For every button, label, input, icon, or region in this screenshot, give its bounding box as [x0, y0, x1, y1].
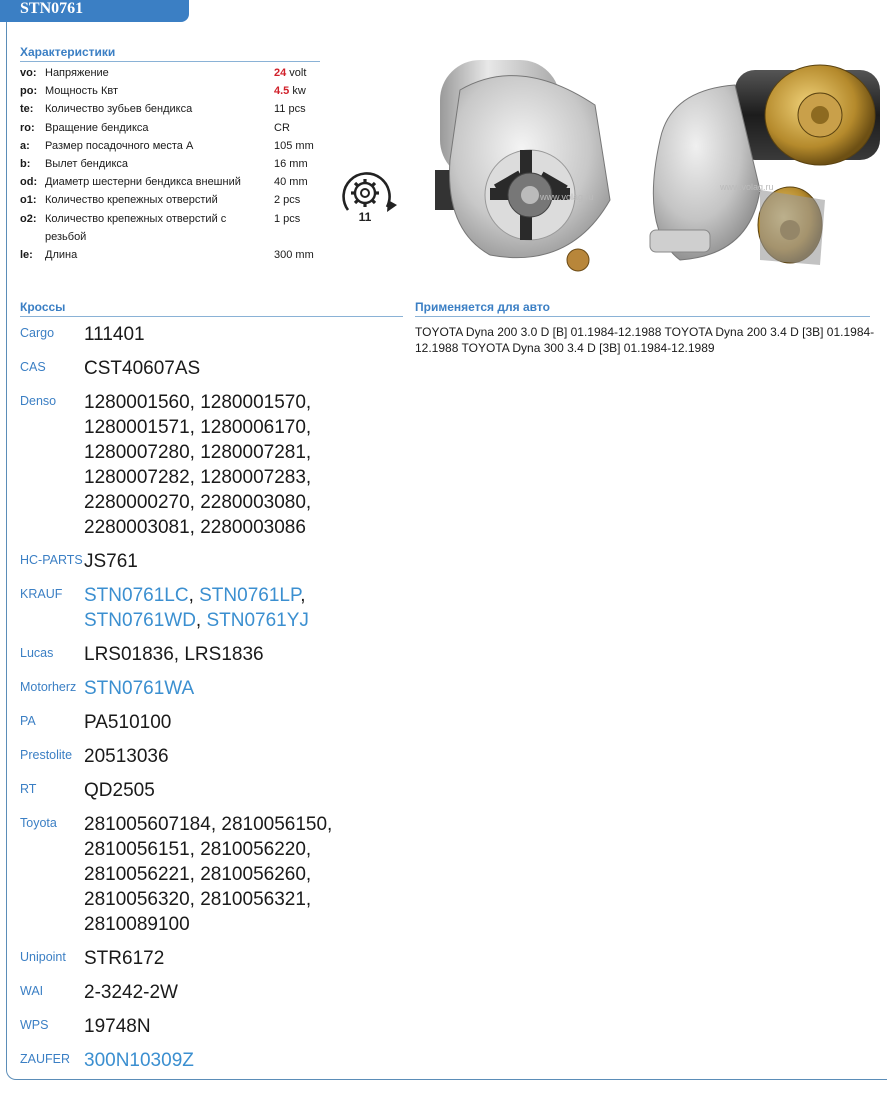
spec-row [20, 82, 325, 100]
cross-brand: HC-PARTS [20, 553, 83, 567]
cross-brand: Denso [20, 394, 57, 408]
spec-code: a: [20, 139, 30, 152]
spec-value [274, 246, 325, 264]
cross-number: JS761 [84, 551, 138, 572]
cross-number: 1280001560 [84, 392, 190, 413]
cross-values [84, 980, 405, 1005]
specs-table [20, 64, 325, 264]
spec-value-unit: mm [286, 176, 308, 189]
spec-code: b: [20, 158, 31, 171]
spec-value-unit: pcs [280, 194, 301, 207]
cross-number: 1280007283 [200, 467, 306, 488]
spec-value-number: 16 [274, 158, 287, 171]
spec-name: Диаметр шестерни бендикса внешний [45, 176, 241, 189]
spec-value-number: 24 [274, 67, 287, 79]
cross-row [20, 744, 405, 769]
spec-value-unit: mm [292, 249, 314, 262]
cross-number: 281005607184 [84, 814, 211, 835]
cross-brand: Motorherz [20, 680, 77, 694]
spec-row [20, 100, 325, 118]
photo-watermark: www.volag.ru [540, 192, 594, 202]
spec-value [274, 119, 325, 137]
spec-value-number: 11 [274, 103, 286, 116]
spec-value [274, 100, 325, 118]
spec-value-number: CR [274, 121, 290, 134]
cross-row [20, 946, 405, 971]
spec-code: od: [20, 176, 38, 189]
cross-number: 1280001570 [200, 392, 306, 413]
starter-side-photo [640, 50, 885, 275]
cross-row [20, 676, 405, 701]
spec-code: o1: [20, 194, 37, 207]
spec-value-unit: kw [289, 85, 306, 98]
crosses-heading: Кроссы [20, 300, 403, 317]
cross-number: 1280007281 [200, 442, 306, 463]
cross-values [84, 946, 405, 971]
cross-row [20, 642, 405, 667]
cross-values [84, 676, 405, 701]
cross-link[interactable]: STN0761LC [84, 585, 189, 606]
cross-brand: RT [20, 782, 37, 796]
cross-brand: WAI [20, 984, 44, 998]
cross-brand: ZAUFER [20, 1052, 70, 1066]
spec-value-number: 1 [274, 212, 281, 225]
starter-front-photo [420, 50, 625, 275]
spec-row [20, 191, 325, 209]
spec-code: o2: [20, 212, 37, 225]
cross-number: 2810056151 [84, 839, 190, 860]
spec-code: le: [20, 249, 33, 262]
spec-value [274, 137, 325, 155]
cross-values [84, 356, 405, 381]
spec-value-unit: volt [286, 67, 307, 79]
cross-row [20, 778, 405, 803]
spec-value-number: 300 [274, 249, 293, 262]
spec-row [20, 210, 325, 246]
cross-number: LRS1836 [184, 644, 264, 665]
cross-number: 2810056260 [200, 864, 306, 885]
cross-number: LRS01836 [84, 644, 174, 665]
cross-number: CST40607AS [84, 358, 201, 379]
cross-brand: Prestolite [20, 748, 73, 762]
spec-value-unit: pcs [280, 212, 301, 225]
photo-watermark-2: www.volag.ru [720, 182, 774, 192]
cross-values [84, 549, 405, 574]
spec-value-unit: pcs [285, 103, 306, 116]
cross-values [84, 710, 405, 735]
spec-value [274, 210, 325, 246]
cross-values: 281005607184, 2810056150, 2810056151, 2810056220, 2810056221, 2810056260, 2810056320, 2810056321, 2810089100 [84, 814, 333, 935]
spec-name: Длина [45, 249, 78, 262]
cross-brand: Unipoint [20, 950, 66, 964]
cross-brand: Toyota [20, 816, 57, 830]
cross-number: 1280001571 [84, 417, 190, 438]
spec-value-number: 4.5 [274, 85, 290, 98]
cross-number: 2280003081 [84, 517, 190, 538]
spec-name: Вращение бендикса [45, 121, 149, 134]
spec-row [20, 155, 325, 173]
cross-number: 2810056150 [221, 814, 328, 835]
spec-row [20, 246, 325, 264]
cross-link[interactable]: STN0761YJ [206, 610, 309, 631]
crosses-table [20, 322, 405, 1082]
cross-row [20, 390, 405, 540]
spec-row [20, 173, 325, 191]
cross-values [84, 322, 405, 347]
cross-number: 2810056220 [200, 839, 306, 860]
cross-number: 2810056321 [200, 889, 306, 910]
spec-row [20, 64, 325, 82]
cross-row [20, 322, 405, 347]
cross-values [84, 1014, 405, 1039]
cross-number: 2810089100 [84, 914, 190, 935]
spec-value-unit: mm [292, 139, 314, 152]
cross-number: 20513036 [84, 746, 169, 767]
cross-number: 2810056221 [84, 864, 190, 885]
cross-number: 2-3242-2W [84, 982, 178, 1003]
cross-link[interactable]: STN0761WD [84, 610, 196, 631]
spec-value-number: 105 [274, 139, 293, 152]
spec-value [274, 82, 325, 100]
cross-number: QD2505 [84, 780, 155, 801]
cross-row [20, 980, 405, 1005]
cross-values: LRS01836, LRS1836 [84, 644, 264, 665]
spec-row [20, 137, 325, 155]
cross-values: 1280001560, 1280001570, 1280001571, 1280006170, 1280007280, 1280007281, 1280007282, 1280007283, 2280000270, 2280003080, 2280003081, 2280003086 [84, 392, 312, 538]
cross-link[interactable]: STN0761LP [199, 585, 301, 606]
spec-name: Количество крепежных отверстий [45, 194, 218, 207]
cross-brand: PA [20, 714, 36, 728]
cross-values: STN0761LC, STN0761LP, STN0761WD, STN0761YJ [84, 585, 309, 631]
cross-row [20, 1048, 405, 1073]
spec-value [274, 173, 325, 191]
cross-link[interactable]: STN0761WA [84, 678, 195, 699]
spec-name: Количество крепежных отверстий с резьбой [45, 212, 227, 243]
cross-number: 2810056320 [84, 889, 190, 910]
cross-row [20, 1014, 405, 1039]
spec-code: vo: [20, 67, 37, 79]
spec-value [274, 155, 325, 173]
spec-name: Количество зубьев бендикса [45, 103, 193, 116]
cross-link[interactable]: 300N10309Z [84, 1050, 194, 1071]
cross-values [84, 744, 405, 769]
cross-brand: Lucas [20, 646, 54, 660]
cross-number: 2280000270 [84, 492, 190, 513]
part-number-tab: STN0761 [0, 0, 189, 22]
gear-teeth-count: 11 [358, 210, 372, 224]
cross-number: 1280007280 [84, 442, 190, 463]
spec-name: Размер посадочного места A [45, 139, 194, 152]
cross-number: 2280003080 [200, 492, 306, 513]
spec-code: ro: [20, 121, 35, 134]
spec-name: Вылет бендикса [45, 158, 128, 171]
specs-heading: Характеристики [20, 45, 320, 62]
cross-brand: Cargo [20, 326, 55, 340]
spec-name: Напряжение [45, 67, 109, 79]
cross-number: 2280003086 [200, 517, 306, 538]
cross-number: STR6172 [84, 948, 165, 969]
gear-rotation-icon [337, 167, 399, 225]
cross-row [20, 812, 405, 937]
applications-heading: Применяется для авто [415, 300, 870, 317]
cross-row [20, 710, 405, 735]
cross-values [84, 778, 405, 803]
cross-row [20, 549, 405, 574]
cross-brand: WPS [20, 1018, 49, 1032]
spec-code: po: [20, 85, 38, 98]
cross-values [84, 1048, 405, 1073]
cross-number: PA510100 [84, 712, 172, 733]
spec-value-number: 2 [274, 194, 281, 207]
spec-value-number: 40 [274, 176, 287, 189]
spec-row [20, 119, 325, 137]
spec-value [274, 191, 325, 209]
spec-code: te: [20, 103, 34, 116]
cross-number: 1280007282 [84, 467, 190, 488]
cross-row [20, 583, 405, 633]
spec-name: Мощность Квт [45, 85, 119, 98]
cross-number: 1280006170 [200, 417, 306, 438]
spec-value [274, 64, 325, 82]
cross-brand: KRAUF [20, 587, 63, 601]
spec-value-unit: mm [286, 158, 308, 171]
cross-brand: CAS [20, 360, 46, 374]
cross-number: 111401 [84, 324, 145, 345]
cross-number: 19748N [84, 1016, 151, 1037]
cross-row [20, 356, 405, 381]
applications-text: TOYOTA Dyna 200 3.0 D [B] 01.1984-12.1988 TOYOTA Dyna 200 3.4 D [3B] 01.1984-12.1988 TOYOTA Dyna 300 3.4 D [3B] 01.1984-12.1989 [415, 325, 875, 355]
